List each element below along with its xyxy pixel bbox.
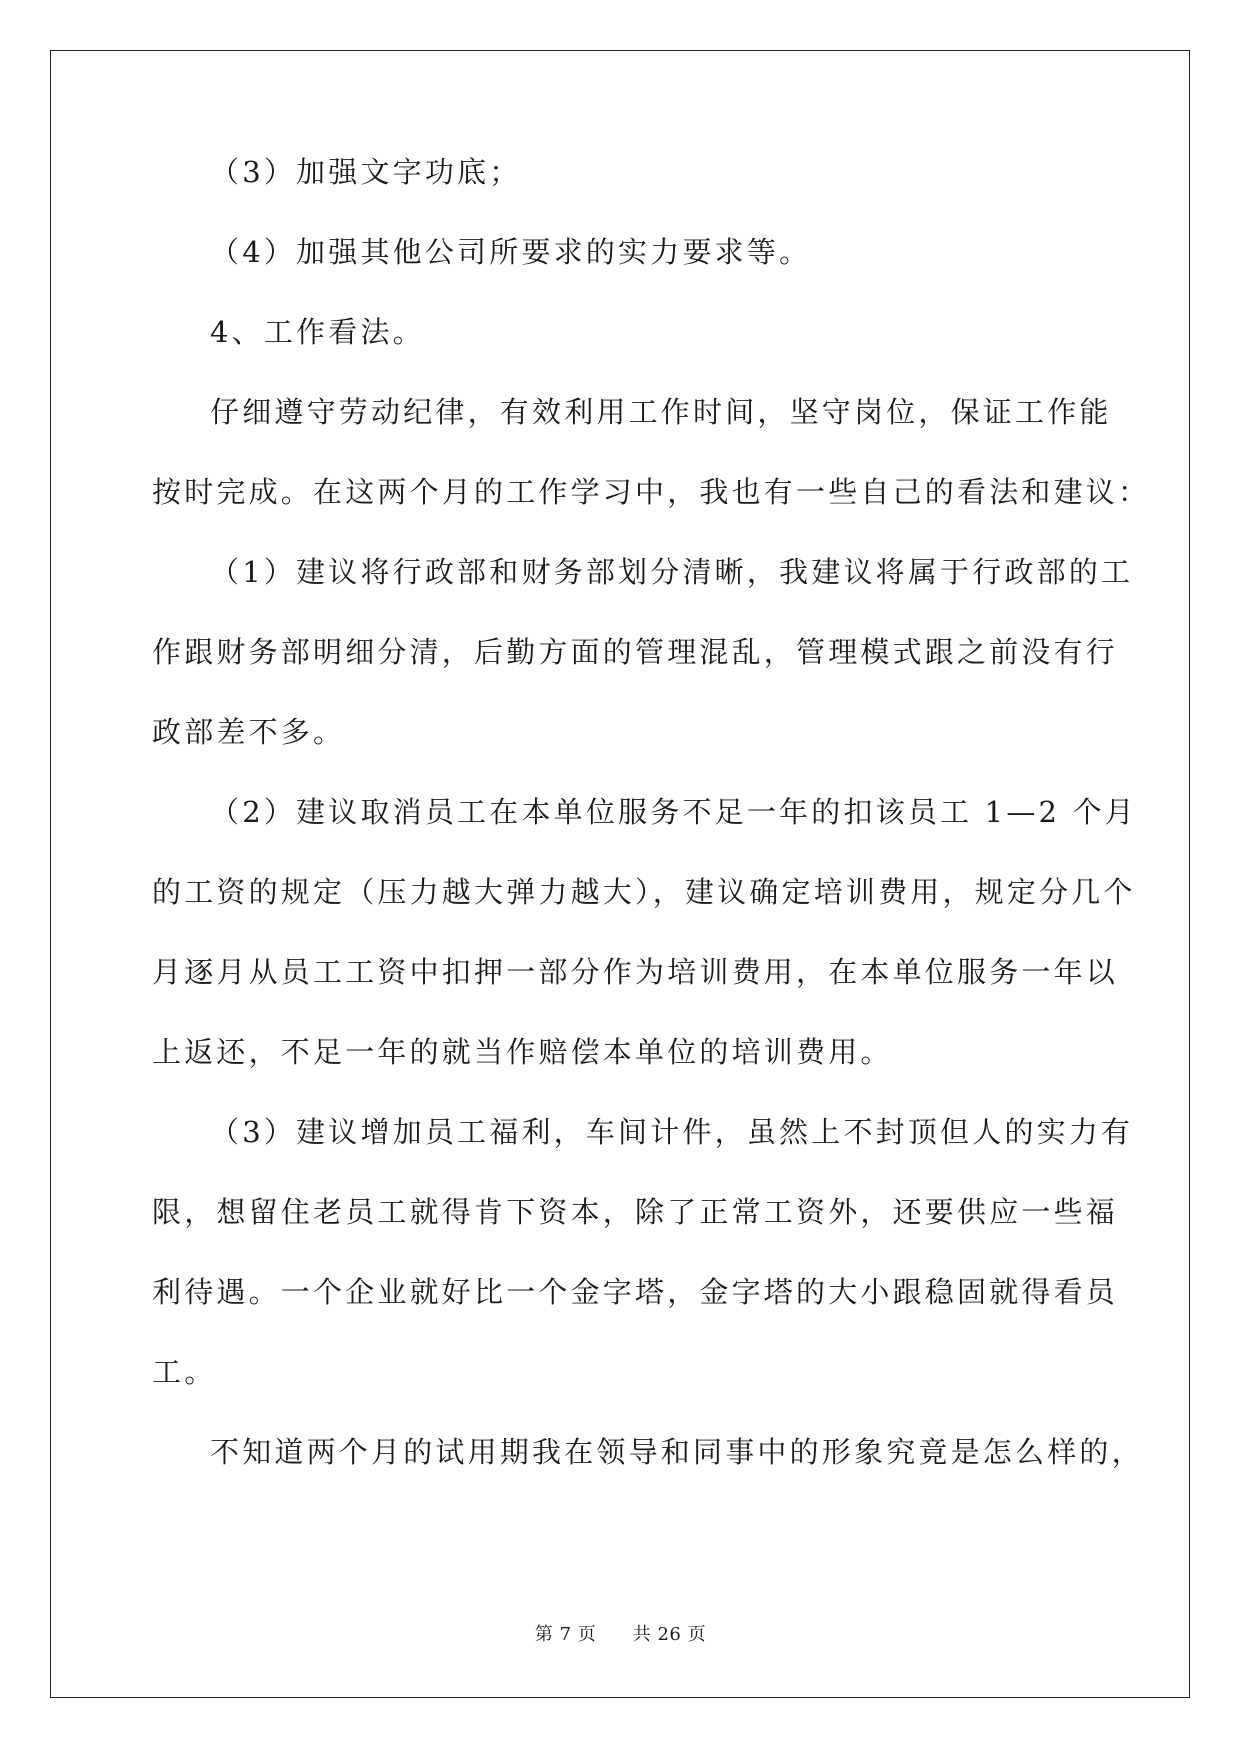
body-line: 限，想留住老员工就得肯下资本，除了正常工资外，还要供应一些福	[152, 1195, 1119, 1229]
document-body	[152, 132, 1151, 1492]
body-line: 上返还，不足一年的就当作赔偿本单位的培训费用。	[152, 1035, 893, 1069]
page-footer	[0, 1620, 1241, 1646]
body-line: （4）加强其他公司所要求的实力要求等。	[210, 235, 812, 269]
body-line: 利待遇。一个企业就好比一个金字塔，金字塔的大小跟稳固就得看员	[152, 1275, 1119, 1309]
page-number: 第 7 页	[534, 1624, 597, 1645]
body-line: （3）加强文字功底；	[210, 155, 522, 189]
body-line: 不知道两个月的试用期我在领导和同事中的形象究竟是怎么样的，	[210, 1435, 1144, 1469]
body-line: 仔细遵守劳动纪律，有效利用工作时间，坚守岗位，保证工作能	[210, 395, 1112, 429]
body-line: 工。	[152, 1355, 217, 1389]
body-line: （3）建议增加员工福利，车间计件，虽然上不封顶但人的实力有	[210, 1115, 1134, 1149]
body-line: 月逐月从员工工资中扣押一部分作为培训费用，在本单位服务一年以	[152, 955, 1119, 989]
body-line: 4、工作看法。	[210, 315, 425, 349]
body-line: 作跟财务部明细分清，后勤方面的管理混乱，管理模式跟之前没有行	[152, 635, 1119, 669]
page-total: 共 26 页	[632, 1624, 707, 1645]
body-line: （1）建议将行政部和财务部划分清晰，我建议将属于行政部的工	[210, 555, 1134, 589]
body-line: 按时完成。在这两个月的工作学习中，我也有一些自己的看法和建议：	[152, 475, 1151, 509]
body-line: 政部差不多。	[152, 715, 346, 749]
body-line: （2）建议取消员工在本单位服务不足一年的扣该员工 1—2 个月	[210, 795, 1137, 829]
body-line: 的工资的规定（压力越大弹力越大），建议确定培训费用，规定分几个	[152, 875, 1136, 909]
